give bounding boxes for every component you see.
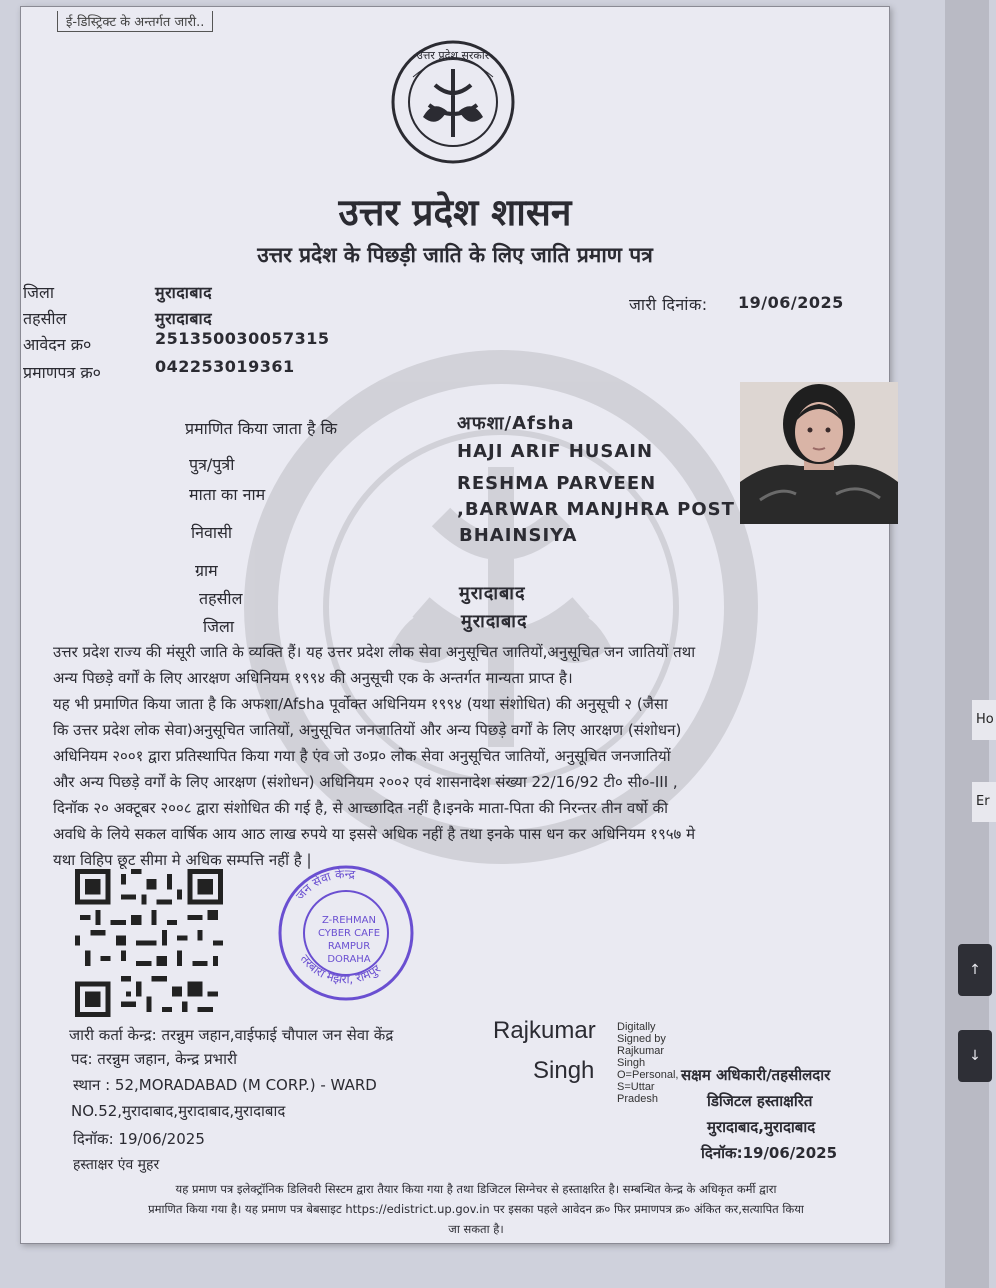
stamp-line: CYBER CAFE	[317, 928, 381, 939]
child-of-label: पुत्र/पुत्री	[189, 455, 235, 474]
detail-tehsil-value: मुरादाबाद	[459, 583, 526, 604]
tehsil-value: मुरादाबाद	[155, 309, 213, 328]
certificate-body	[53, 639, 893, 873]
emblem-text: उत्तर प्रदेश सरकार	[416, 49, 490, 62]
up-government-emblem-icon	[383, 37, 523, 167]
verification-note-line: यह प्रमाण पत्र इलेक्ट्रॉनिक डिलिवरी सिस्टम द्वारा तैयार किया गया है तथा डिजिटल सिग्नेचर से हस्ताक्षरित है। सम्बन्धित केन्द्र के अधिकृत कर्मी द्वारा	[175, 1182, 777, 1196]
father-name: HAJI ARIF HUSAIN	[457, 441, 654, 462]
digital-signature-line: O=Personal,	[617, 1069, 679, 1081]
district-value: मुरादाबाद	[155, 283, 213, 302]
detail-district-label: जिला	[203, 617, 235, 636]
background-desk	[945, 0, 989, 1288]
body-line: अवधि के लिये सकल वार्षिक आय आठ लाख रुपये या इससे अधिक नहीं है तथा इनके पास धन कर अधिनियम १९५७ मे	[53, 825, 696, 843]
body-line: अधिनियम २००१ द्वारा प्रतिस्थापित किया गया है एंव जो उ०प्र० लोक सेवा अनुसूचित जातियों, अनुसूचित जनजातियों	[53, 747, 671, 765]
signature-name-2: Singh	[533, 1057, 595, 1084]
certificate-paper	[20, 6, 890, 1244]
village-label: ग्राम	[195, 561, 218, 580]
certify-label: प्रमाणित किया जाता है कि	[185, 419, 338, 438]
body-line: यह भी प्रमाणित किया जाता है कि अफशा/Afsha पूर्वोक्त अधिनियम १९९४ (यथा संशोधित) की अनुसूची २ (जैसा	[53, 695, 668, 713]
certificate-value: 042253019361	[155, 357, 295, 376]
mother-label: माता का नाम	[189, 485, 266, 504]
digital-signature-line: Pradesh	[617, 1093, 658, 1105]
verification-note	[61, 1179, 891, 1239]
tehsil-label: तहसील	[23, 309, 67, 328]
sign-and-seal-label: हस्ताक्षर एंव मुहर	[73, 1157, 160, 1173]
stamp-line: Z-REHMAN	[321, 915, 377, 926]
digital-signature-line: Signed by	[617, 1033, 666, 1045]
body-line: कि उत्तर प्रदेश लोक सेवा)अनुसूचित जातियों, अनुसूचित जनजातियों और अन्य पिछड़े वर्गों के लिए आरक्षण (संशोधन)	[53, 721, 682, 739]
qr-code	[75, 869, 223, 1017]
body-line: उत्तर प्रदेश राज्य की मंसूरी जाति के व्यक्ति हैं। यह उत्तर प्रदेश लोक सेवा अनुसूचित जातियों,अनुसूचित जन जातियों तथा	[53, 643, 696, 661]
digital-signature-line: Rajkumar	[617, 1045, 665, 1057]
authority-title: सक्षम अधिकारी/तहसीलदार	[681, 1066, 831, 1084]
page-subtitle: उत्तर प्रदेश के पिछड़ी जाति के लिए जाति प्रमाण पत्र	[257, 243, 653, 267]
center-post: पद: तरन्नुम जहान, केन्द्र प्रभारी	[71, 1050, 237, 1068]
stamp-ring-bottom: तरबारा मझरा, रामपुर	[297, 952, 384, 987]
mother-name: RESHMA PARVEEN	[457, 473, 657, 494]
stamp-ring-top: जन सेवा केन्द्र	[293, 866, 356, 903]
address-line-1: ,BARWAR MANJHRA POST	[457, 499, 735, 520]
body-line: अन्य पिछड़े वर्गों के लिए आरक्षण अधिनियम १९९४ की अनुसूची एक के अन्तर्गत मान्यता प्राप्त है।	[53, 669, 573, 687]
district-label: जिला	[23, 283, 55, 302]
digital-signature-block	[617, 1021, 678, 1105]
center-stamp	[271, 863, 421, 1003]
body-line: यथा विहिप छूट सीमा मे अधिक सम्पत्ति नहीं है |	[53, 851, 312, 869]
edge-key-label: Er	[972, 782, 996, 822]
issue-date-footer: दिनॉक: 19/06/2025	[73, 1130, 205, 1148]
issue-date-label: जारी दिनांक:	[629, 295, 708, 314]
application-value: 251350030057315	[155, 329, 330, 348]
certificate-label: प्रमाणपत्र क्र०	[23, 363, 101, 382]
detail-tehsil-label: तहसील	[199, 589, 243, 608]
place-line-1: स्थान : 52,MORADABAD (M CORP.) - WARD	[73, 1076, 377, 1094]
digital-signed-label: डिजिटल हस्ताक्षरित	[707, 1092, 813, 1110]
keyboard-key-down: ↓	[958, 1030, 992, 1082]
authority-place: मुरादाबाद,मुरादाबाद	[707, 1118, 816, 1136]
address-line-2: BHAINSIYA	[459, 525, 578, 546]
detail-district-value: मुरादाबाद	[461, 611, 528, 632]
page-title: उत्तर प्रदेश शासन	[338, 191, 572, 234]
resident-label: निवासी	[191, 523, 233, 542]
body-line: और अन्य पिछड़े वर्गों के लिए आरक्षण (संशोधन) अधिनियम २००२ एवं शासनादेश संख्या 22/16/92 टी० सी०-III ,	[53, 773, 678, 791]
issue-date-value: 19/06/2025	[738, 293, 844, 312]
verification-note-line: जा सकता है।	[448, 1222, 504, 1236]
digital-signature-line: Singh	[617, 1057, 646, 1069]
keyboard-key-up: ↑	[958, 944, 992, 996]
stamp-line: RAMPUR	[327, 941, 371, 952]
application-label: आवेदन क्र०	[23, 335, 92, 354]
digital-signature-line: Digitally	[617, 1021, 656, 1033]
edge-key-label: Ho	[972, 700, 996, 740]
digital-signature-line: S=Uttar	[617, 1081, 655, 1093]
place-line-2: NO.52,मुरादाबाद,मुरादाबाद,मुरादाबाद	[71, 1102, 286, 1120]
authority-date: दिनॉक:19/06/2025	[701, 1144, 838, 1162]
applicant-name: अफशा/Afsha	[457, 413, 575, 434]
body-line: दिनॉक २० अक्टूबर २००८ द्वारा संशोधित की गई है, से आच्छादित नहीं है।इनके माता-पिता की निरन्तर तीन वर्षो की	[53, 799, 668, 817]
stamp-line: DORAHA	[327, 954, 371, 965]
issuing-center: जारी कर्ता केन्द्र: तरन्नुम जहान,वाईफाई चौपाल जन सेवा केंद्र	[69, 1026, 394, 1044]
applicant-photo	[740, 382, 898, 524]
top-note: ई-डिस्ट्रिक्ट के अन्तर्गत जारी..	[57, 11, 213, 32]
signature-name-1: Rajkumar	[493, 1017, 596, 1044]
verification-note-line: प्रमाणित किया गया है। यह प्रमाण पत्र बेबसाइट https://edistrict.up.gov.in पर इसका पहले आवेदन क्र० फिर प्रमाणपत्र क्र० अंकित कर,सत्यापित किया	[148, 1202, 804, 1216]
